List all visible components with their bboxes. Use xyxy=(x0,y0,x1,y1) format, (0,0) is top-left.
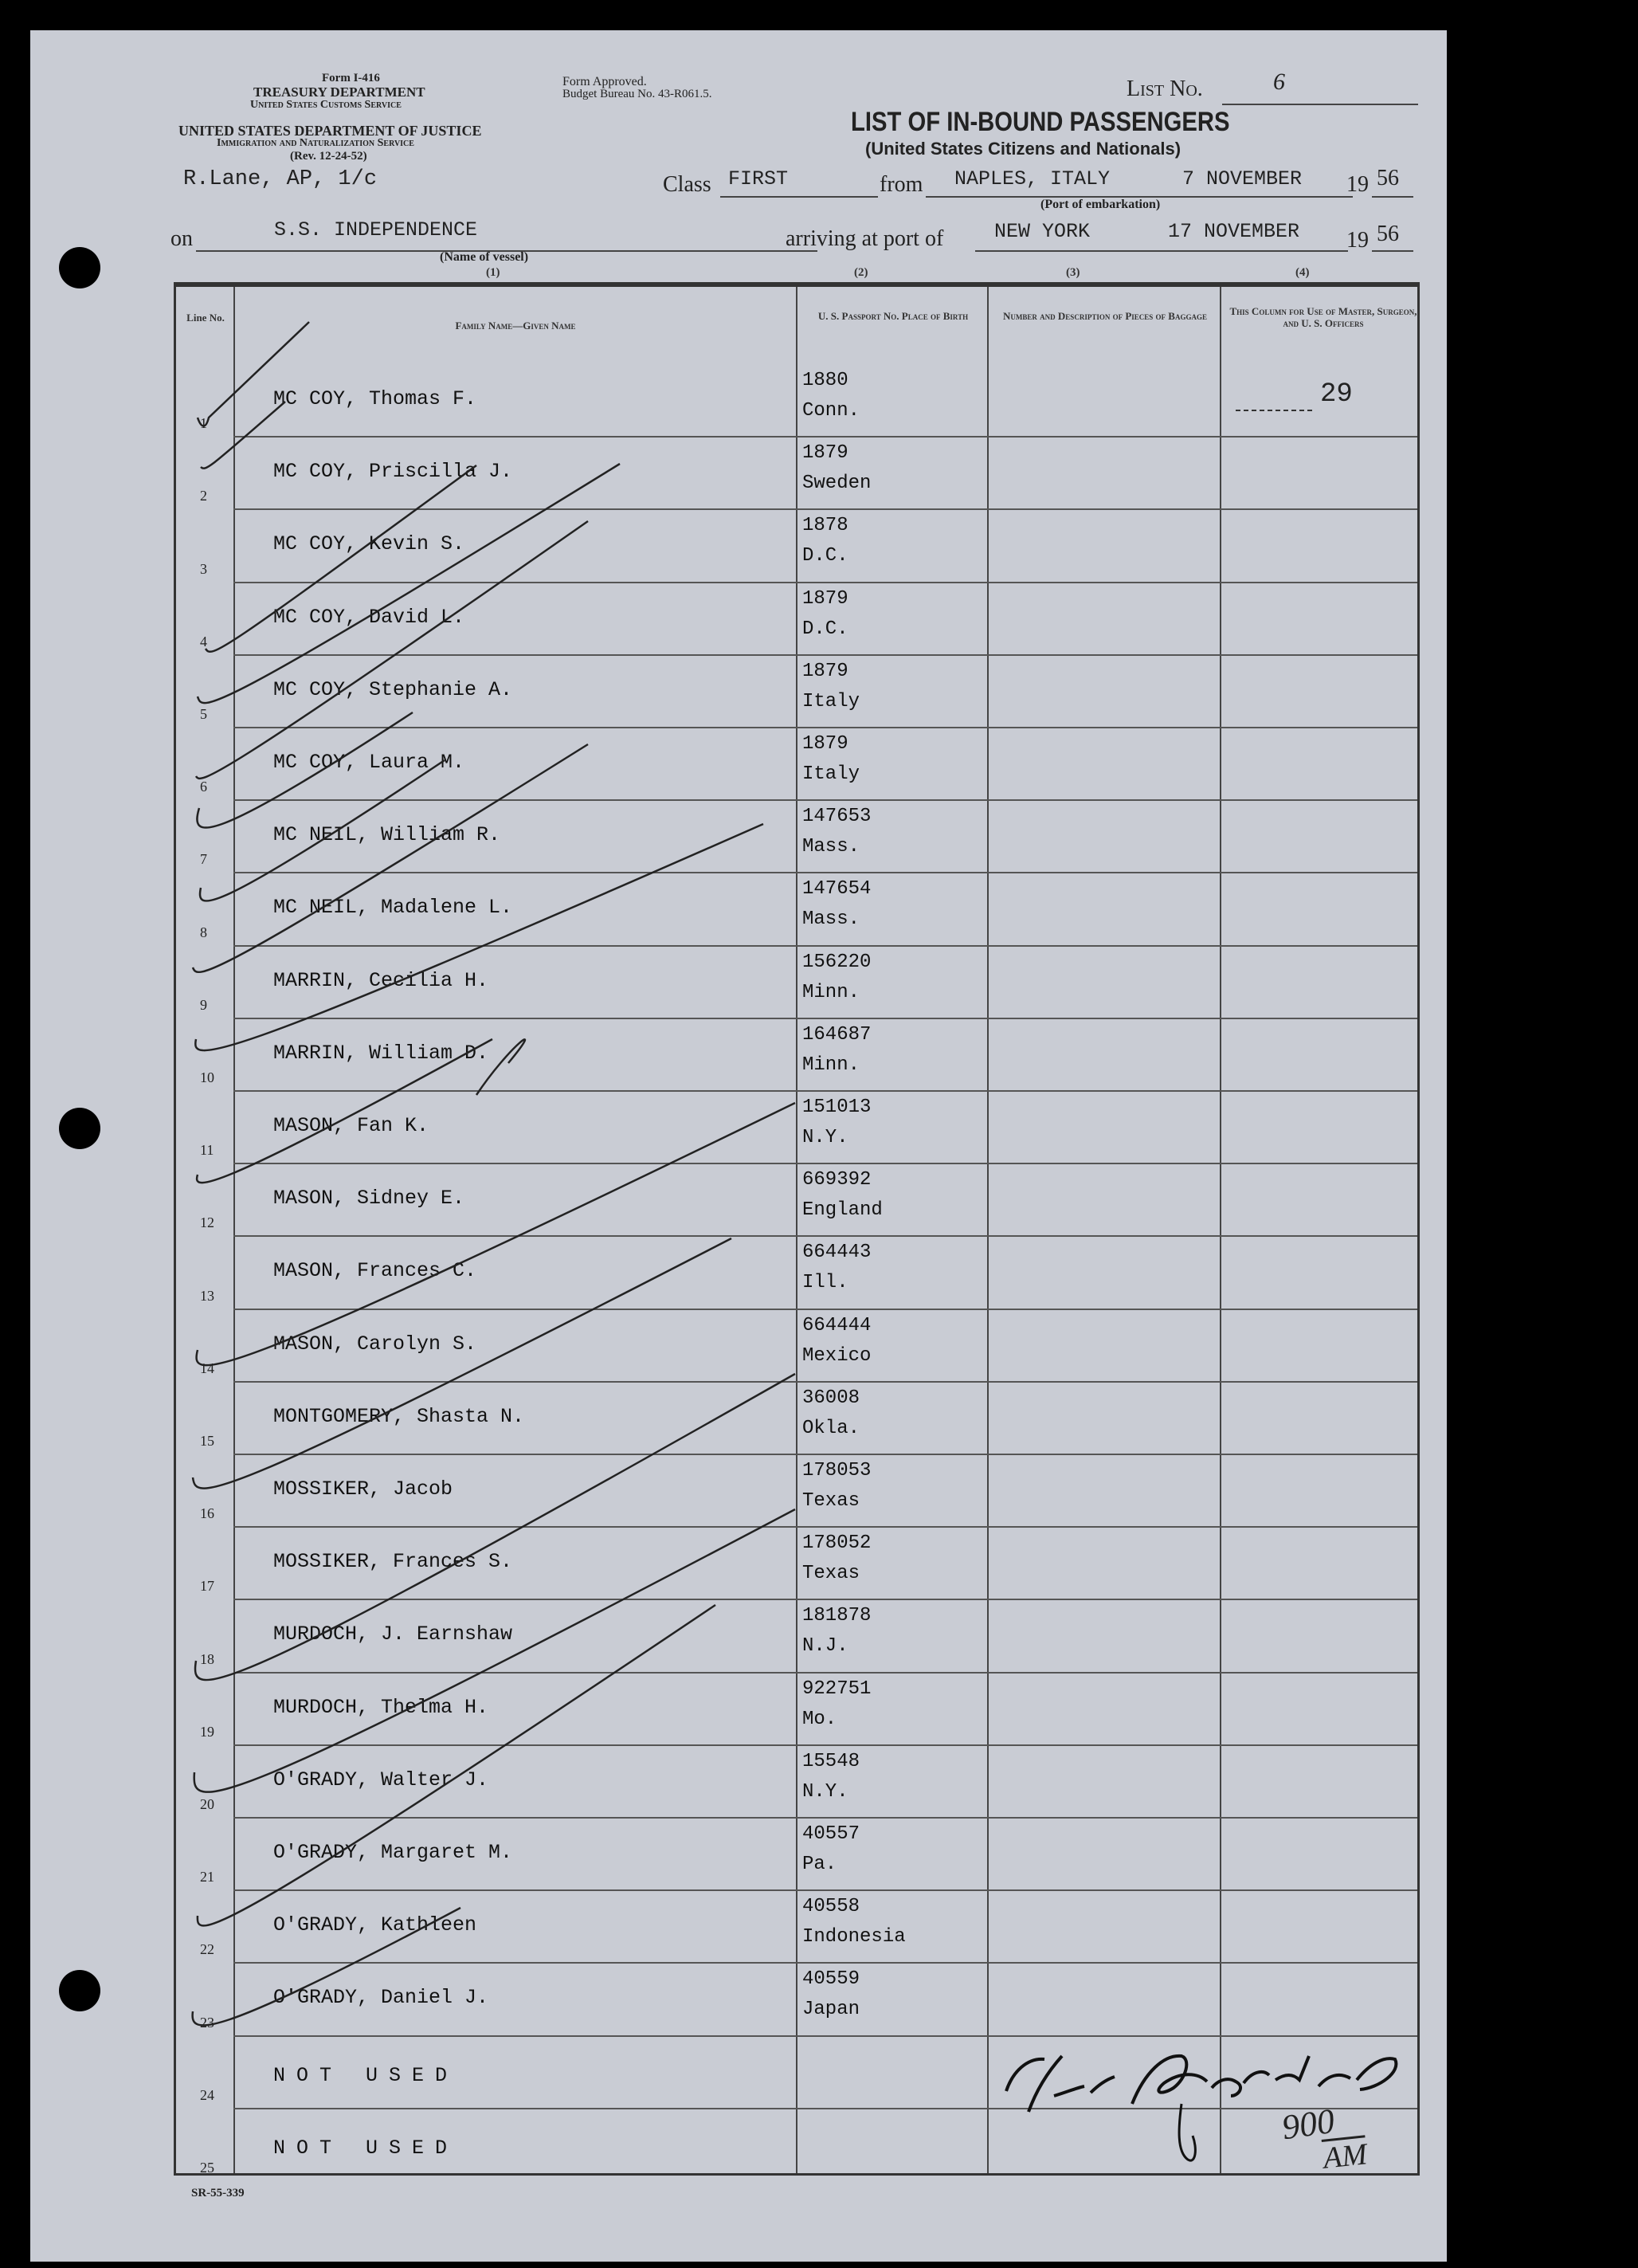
birthplace: Italy xyxy=(802,763,860,785)
year-underline-2 xyxy=(1372,250,1413,252)
year-underline xyxy=(1372,196,1413,198)
list-no-underline xyxy=(1222,104,1418,105)
passport-number: 1880 xyxy=(802,370,848,391)
passport-number: 669392 xyxy=(802,1169,872,1191)
column-number-2: (2) xyxy=(854,266,868,279)
birthplace: Ill. xyxy=(802,1272,848,1294)
ins-service: Immigration and Naturalization Service xyxy=(217,137,414,149)
line-number: 24 xyxy=(200,2086,214,2103)
list-no-label: List No. xyxy=(1127,77,1203,101)
class-label: Class xyxy=(663,172,711,197)
vessel-caption: (Name of vessel) xyxy=(440,250,529,264)
arrival-year: 56 xyxy=(1377,222,1399,246)
arrival-underline xyxy=(975,250,1348,252)
list-no-value: 6 xyxy=(1273,69,1285,95)
header-baggage: Number and Description of Pieces of Baggage xyxy=(1003,310,1207,322)
passport-number: 1879 xyxy=(802,660,848,682)
header-officers: This Column for Use of Master, Surgeon, and U. S. Officers xyxy=(1229,305,1417,329)
signature-ampm: $\overline{AM}$ xyxy=(1321,2137,1369,2176)
passenger-name: MC NEIL, William R. xyxy=(273,823,501,847)
passenger-name: MOSSIKER, Frances S. xyxy=(273,1550,513,1574)
passport-number: 178053 xyxy=(802,1460,872,1481)
passport-number: 1878 xyxy=(802,515,848,537)
signature-time: 900 xyxy=(1279,2101,1338,2148)
passport-number: 151013 xyxy=(802,1097,872,1118)
birthplace: Pa. xyxy=(802,1854,837,1875)
passenger-name: MC COY, Stephanie A. xyxy=(273,677,513,701)
passport-number: 1879 xyxy=(802,733,848,755)
birthplace: Mexico xyxy=(802,1344,872,1367)
passport-number: 15548 xyxy=(802,1750,860,1772)
line-number: 4 xyxy=(200,633,207,649)
column-number-4: (4) xyxy=(1295,266,1310,279)
birthplace: Sweden xyxy=(802,473,872,495)
document-page xyxy=(30,30,1447,2262)
passenger-name: MC COY, Laura M. xyxy=(273,751,465,774)
page-subtitle: (United States Citizens and Nationals) xyxy=(865,139,1181,159)
header-passport: U. S. Passport No. Place of Birth xyxy=(817,310,969,322)
line-number: 25 xyxy=(200,2159,214,2176)
passport-number: 922751 xyxy=(802,1677,872,1700)
birthplace: Indonesia xyxy=(802,1926,906,1948)
header-line-no: Line No. xyxy=(186,312,225,324)
line-number: 3 xyxy=(200,560,207,577)
birthplace: N.Y. xyxy=(802,1780,848,1803)
line-number: 6 xyxy=(200,779,207,795)
not-used-label: NOT USED xyxy=(273,2063,459,2087)
passport-number: 147653 xyxy=(802,806,872,828)
column-number-3: (3) xyxy=(1066,266,1080,279)
birthplace: Mass. xyxy=(802,836,860,858)
passenger-name: MASON, Frances C. xyxy=(273,1259,477,1283)
passenger-name: MASON, Sidney E. xyxy=(273,1187,465,1211)
line-number: 23 xyxy=(200,2014,214,2031)
departure-year: 56 xyxy=(1377,166,1399,190)
line-number: 15 xyxy=(200,1432,214,1449)
form-number: Form I-416 xyxy=(322,72,380,84)
passenger-name: MASON, Fan K. xyxy=(273,1114,429,1137)
punch-hole xyxy=(59,247,100,288)
punch-hole xyxy=(59,1108,100,1149)
birthplace: Okla. xyxy=(802,1417,860,1439)
passport-number: 181878 xyxy=(802,1605,872,1627)
passport-number: 40559 xyxy=(802,1968,860,1991)
passenger-name: MC COY, David L. xyxy=(273,605,465,629)
birthplace: Mo. xyxy=(802,1708,837,1730)
line-number: 9 xyxy=(200,996,207,1013)
passenger-name: MC NEIL, Madalene L. xyxy=(273,896,513,920)
from-label: from xyxy=(880,172,923,197)
passport-number: 40558 xyxy=(802,1896,860,1918)
birthplace: Texas xyxy=(802,1490,860,1512)
birthplace: Texas xyxy=(802,1563,860,1585)
passenger-name: MC COY, Kevin S. xyxy=(273,532,465,556)
birthplace: England xyxy=(802,1199,883,1222)
passenger-name: MC COY, Priscilla J. xyxy=(273,460,513,484)
on-label: on xyxy=(170,226,193,251)
birthplace: Conn. xyxy=(802,400,860,422)
line-number: 2 xyxy=(200,488,207,504)
arrival-port: NEW YORK xyxy=(994,220,1091,243)
departure-date: 7 NOVEMBER xyxy=(1182,167,1303,190)
line-number: 21 xyxy=(200,1869,214,1885)
punch-hole xyxy=(59,1970,100,2011)
class-underline xyxy=(720,196,878,198)
passenger-name: O'GRADY, Daniel J. xyxy=(273,1986,489,2010)
column-number-1: (1) xyxy=(486,266,500,279)
passenger-name: MARRIN, Cecilia H. xyxy=(273,968,489,992)
passenger-name: MC COY, Thomas F. xyxy=(273,387,477,410)
birthplace: D.C. xyxy=(802,618,848,640)
birthplace: Italy xyxy=(802,690,860,712)
line-number: 10 xyxy=(200,1069,214,1085)
passenger-name: MURDOCH, J. Earnshaw xyxy=(273,1623,513,1646)
arriving-label: arriving at port of xyxy=(786,226,944,251)
line-number: 19 xyxy=(200,1723,214,1740)
passport-number: 664444 xyxy=(802,1314,872,1336)
passport-number: 147654 xyxy=(802,878,872,901)
passport-number: 156220 xyxy=(802,951,872,973)
port-embark-caption: (Port of embarkation) xyxy=(1040,198,1161,211)
passport-number: 178052 xyxy=(802,1532,872,1555)
form-revision: (Rev. 12-24-52) xyxy=(290,150,367,163)
passenger-name: O'GRADY, Margaret M. xyxy=(273,1841,513,1864)
line-number: 5 xyxy=(200,705,207,722)
clerk-text: R.Lane, AP, 1/c xyxy=(183,167,378,191)
passport-number: 36008 xyxy=(802,1387,860,1409)
arrival-date: 17 NOVEMBER xyxy=(1168,220,1300,243)
vessel-name: S.S. INDEPENDENCE xyxy=(274,218,478,241)
birthplace: N.J. xyxy=(802,1635,848,1658)
budget-bureau: Budget Bureau No. 43-R061.5. xyxy=(562,88,712,100)
line-number: 7 xyxy=(200,851,207,868)
line-number: 1 xyxy=(200,415,207,432)
line-number: 17 xyxy=(200,1578,214,1595)
birthplace: D.C. xyxy=(802,545,848,567)
passport-number: 1879 xyxy=(802,442,848,465)
line-number: 8 xyxy=(200,924,207,940)
form-approved: Form Approved. xyxy=(562,75,647,88)
not-used-label: NOT USED xyxy=(273,2136,459,2160)
officer-note: 29 xyxy=(1320,379,1353,410)
footer-code: SR-55-339 xyxy=(191,2187,245,2199)
header-name: Family Name—Given Name xyxy=(455,320,576,332)
birthplace: Minn. xyxy=(802,1054,860,1076)
treasury-dept: TREASURY DEPARTMENT xyxy=(253,84,425,100)
passenger-name: MARRIN, William D. xyxy=(273,1041,489,1065)
passport-number: 164687 xyxy=(802,1023,872,1046)
year-prefix: 19 xyxy=(1346,172,1369,197)
passport-number: 664443 xyxy=(802,1242,872,1264)
passenger-name: MURDOCH, Thelma H. xyxy=(273,1695,489,1719)
year-prefix-2: 19 xyxy=(1346,228,1369,253)
officer-note-dashes xyxy=(1236,410,1312,411)
check-marks xyxy=(174,282,811,2176)
birthplace: Mass. xyxy=(802,908,860,931)
passport-number: 1879 xyxy=(802,587,848,610)
line-number: 12 xyxy=(200,1214,214,1231)
line-number: 22 xyxy=(200,1941,214,1958)
justice-dept: UNITED STATES DEPARTMENT OF JUSTICE xyxy=(178,123,482,139)
page-title: LIST OF IN-BOUND PASSENGERS xyxy=(851,107,1230,137)
line-number: 18 xyxy=(200,1650,214,1667)
passenger-name: O'GRADY, Kathleen xyxy=(273,1913,477,1937)
passenger-name: MOSSIKER, Jacob xyxy=(273,1477,453,1501)
line-number: 20 xyxy=(200,1795,214,1812)
passenger-name: MONTGOMERY, Shasta N. xyxy=(273,1404,525,1428)
birthplace: Minn. xyxy=(802,981,860,1003)
passenger-name: O'GRADY, Walter J. xyxy=(273,1768,489,1791)
line-number: 16 xyxy=(200,1505,214,1522)
birthplace: N.Y. xyxy=(802,1127,848,1148)
passport-number: 40557 xyxy=(802,1823,860,1845)
passenger-name: MASON, Carolyn S. xyxy=(273,1332,477,1356)
line-number: 14 xyxy=(200,1360,214,1376)
class-value: FIRST xyxy=(728,167,789,190)
birthplace: Japan xyxy=(802,1999,860,2021)
line-number: 13 xyxy=(200,1287,214,1304)
customs-service: United States Customs Service xyxy=(250,99,402,111)
line-number: 11 xyxy=(200,1142,214,1159)
from-port: NAPLES, ITALY xyxy=(954,167,1111,190)
